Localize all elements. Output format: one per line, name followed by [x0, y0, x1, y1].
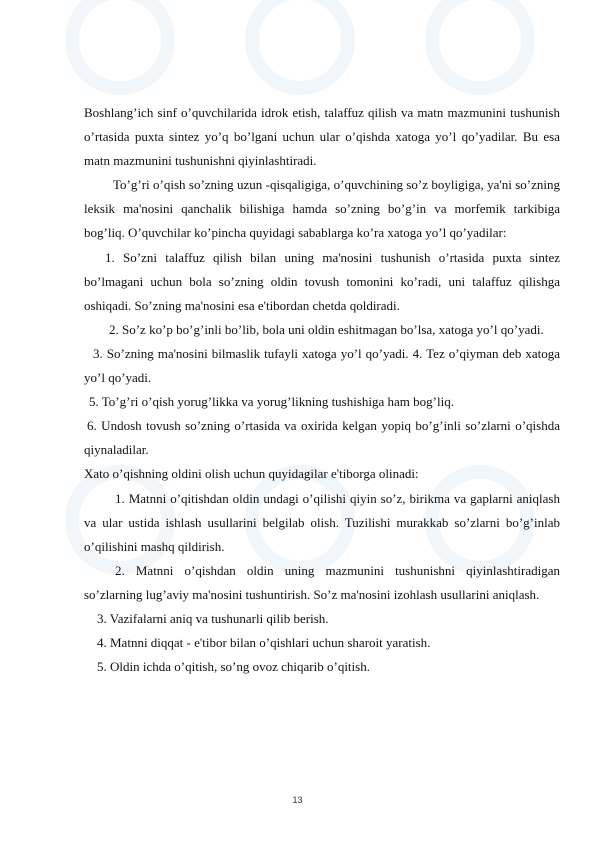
paragraph-9: 1. Matnni o’qitishdan oldin undagi o’qilishi qiyin so’z, birikma va gaplarni aniqlash va ular ustida ishlash usullarini belgilab olish. Tuzilishi murakkab so’zlarni bo’g’inlab o’qilishini mashq qildirish.: [84, 490, 560, 554]
paragraph-1: Boshlang’ich sinf o’quvchilarida idrok etish, talaffuz qilish va matn mazmunini tushunish o’rtasida puxta sintez yo’q bo’lgani uchun ular o’qishda xatoga yo’l qo’yadilar. Bu esa matn mazmunini tushunishni qiyinlashtiradi.: [84, 105, 560, 169]
paragraph-7: 6. Undosh tovush so’zning o’rtasida va oxirida kelgan yopiq bo’g’inli so’zlarni o’qishda qiynaladilar.: [84, 418, 560, 458]
paragraph-5: 3. So’zning ma'nosini bilmaslik tufayli xatoga yo’l qo’yadi. 4. Tez o’qiyman deb xatoga yo’l qo’yadi.: [84, 345, 560, 386]
document-body: [84, 101, 560, 679]
paragraph-13: 5. Oldin ichda o’qitish, so’ng ovoz chiqarib o’qitish.: [97, 659, 370, 675]
paragraph-12: 4. Matnni diqqat - e'tibor bilan o’qishlari uchun sharoit yaratish.: [97, 635, 431, 651]
paragraph-4: 2. So’z ko’p bo’g’inli bo’lib, bola uni oldin eshitmagan bo’lsa, xatoga yo’l qo’yadi.: [109, 321, 544, 337]
page-number: 13: [292, 795, 303, 805]
paragraph-3: 1. So’zni talaffuz qilish bilan uning ma'nosini tushunish o’rtasida puxta sintez bo’lmagani uchun bola so’zning oldin tovush tomonini ko’radi, uni talaffuz qilishga oshiqadi. So’zning ma'nosini esa e'tibordan chetda qoldiradi.: [84, 249, 560, 313]
paragraph-8: Xato o’qishning oldini olish uchun quyidagilar e'tiborga olinadi:: [84, 466, 419, 482]
paragraph-6: 5. To’g’ri o’qish yorug’likka va yorug’likning tushishiga ham bog’liq.: [89, 394, 454, 410]
paragraph-11: 3. Vazifalarni aniq va tushunarli qilib berish.: [97, 610, 329, 626]
paragraph-10: 2. Matnni o’qishdan oldin uning mazmunini tushunishni qiyinlashtiradigan so’zlarning lug’aviy ma'nosini tushuntirish. So’z ma'nosini izohlash usullarini aniqlash.: [84, 562, 560, 602]
paragraph-2: To’g’ri o’qish so’zning uzun -qisqaligiga, o’quvchining so’z boyligiga, ya'ni so’zning leksik ma'nosini qanchalik bilishiga hamda so’zning bo’g’in va morfemik tarkibiga bog’liq. O’quvchilar ko’pincha quyidagi sabablarga ko’ra xatoga yo’l qo’yadilar:: [84, 177, 560, 241]
